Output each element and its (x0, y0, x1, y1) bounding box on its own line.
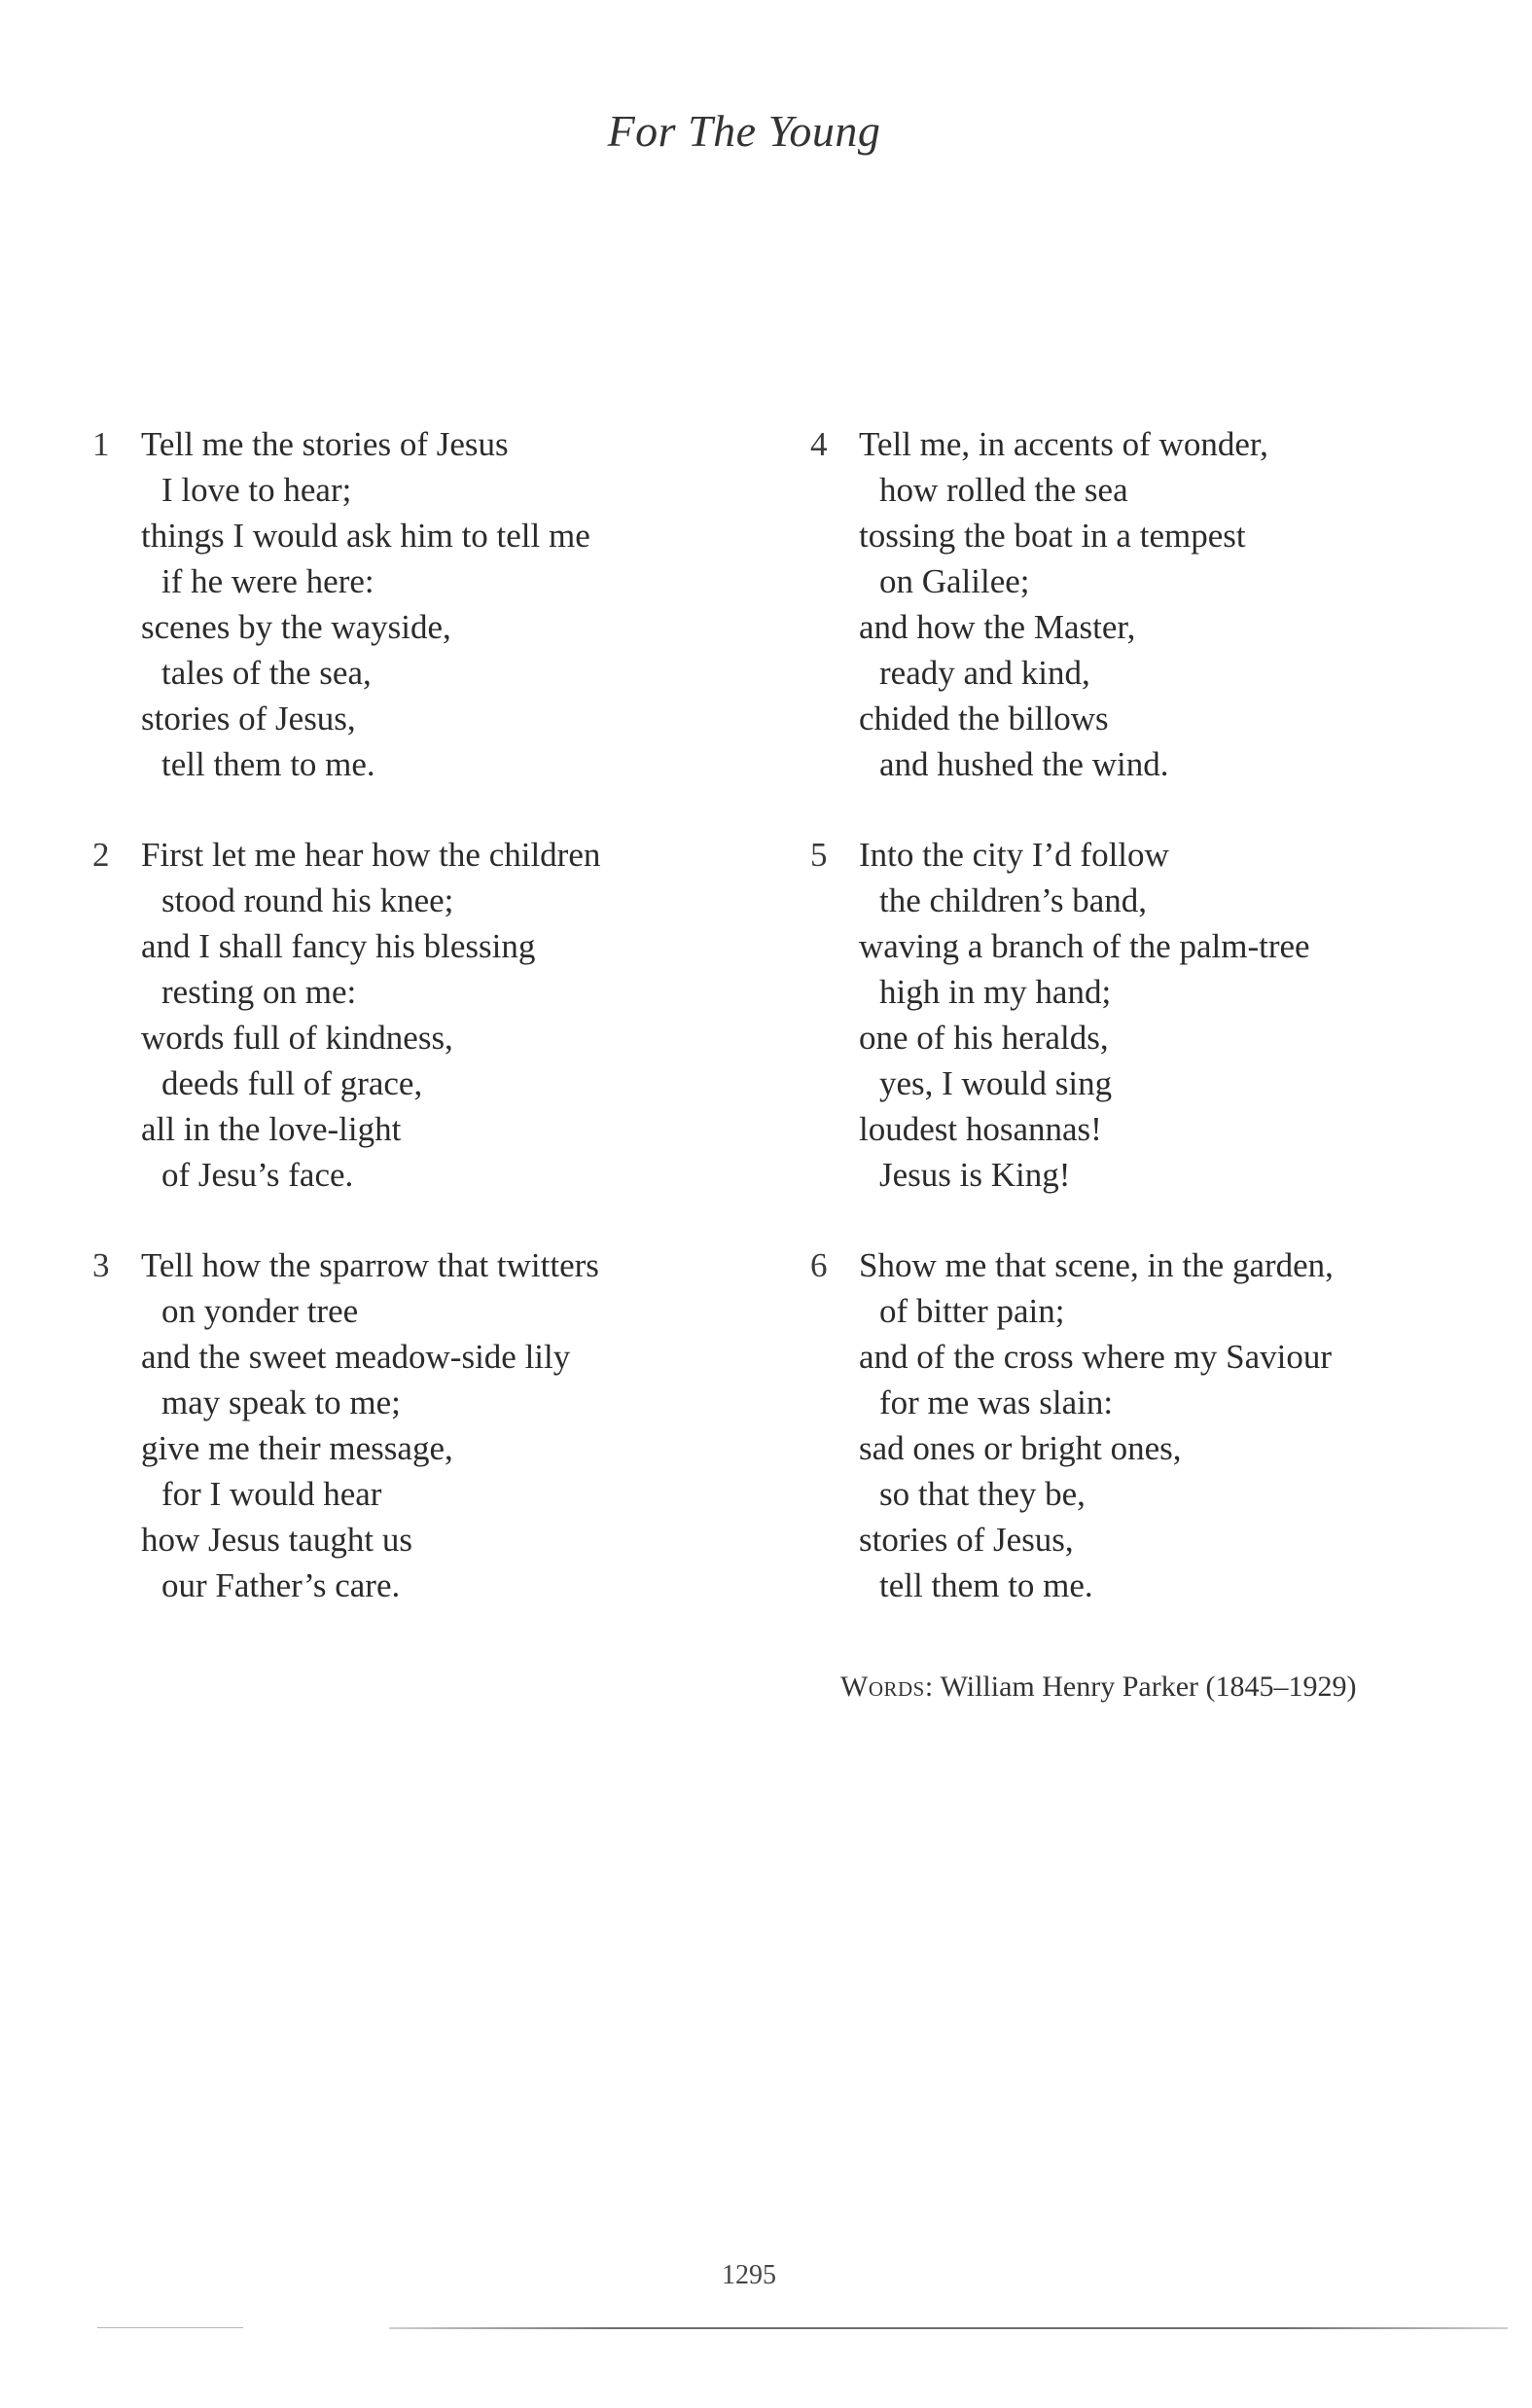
verse-line: and of the cross where my Saviour (859, 1338, 1332, 1376)
verse-line: ready and kind, (879, 654, 1090, 692)
verse-line: so that they be, (879, 1475, 1086, 1513)
verse-line: tell them to me. (879, 1566, 1093, 1604)
verse-line: and how the Master, (859, 608, 1136, 646)
page-number: 1295 (722, 2260, 776, 2290)
verse-line: deeds full of grace, (161, 1064, 423, 1102)
verse-line: on Galilee; (879, 562, 1030, 600)
verse-line: and hushed the wind. (879, 745, 1169, 783)
verse-4 (810, 421, 1413, 787)
verse-line: yes, I would sing (879, 1064, 1113, 1102)
credit-author: William Henry Parker (1845–1929) (933, 1671, 1357, 1703)
verse-line: on yonder tree (161, 1292, 359, 1330)
verse-1 (92, 421, 695, 787)
verse-3 (92, 1242, 695, 1608)
verse-line: tell them to me. (161, 745, 375, 783)
verse-line: our Father’s care. (161, 1566, 401, 1604)
verse-line: how rolled the sea (879, 471, 1128, 509)
verse-line: stood round his knee; (161, 881, 454, 919)
verse-line: stories of Jesus, (859, 1521, 1074, 1559)
left-column (92, 421, 695, 1653)
verse-line: how Jesus taught us (141, 1521, 413, 1559)
verse-line: Show me that scene, in the garden, (859, 1246, 1334, 1284)
verse-line: chided the billows (859, 700, 1109, 737)
verse-line: Jesus is King! (879, 1156, 1071, 1194)
verse-6 (810, 1242, 1413, 1608)
verse-line: scenes by the wayside, (141, 608, 451, 646)
verse-line: if he were here: (161, 562, 374, 600)
verse-line: for me was slain: (879, 1384, 1114, 1421)
verse-line: for I would hear (161, 1475, 382, 1513)
verse-line: Tell me the stories of Jesus (141, 425, 509, 463)
verse-line: loudest hosannas! (859, 1110, 1102, 1148)
verse-line: tales of the sea, (161, 654, 372, 692)
verse-line: Tell me, in accents of wonder, (859, 425, 1268, 463)
verse-line: I love to hear; (161, 471, 352, 509)
verse-number: 2 (92, 836, 110, 874)
verse-line: tossing the boat in a tempest (859, 517, 1246, 555)
credit-label: Words: (840, 1671, 934, 1703)
right-column (810, 421, 1413, 1653)
verse-line: and I shall fancy his blessing (141, 927, 536, 965)
verse-line: resting on me: (161, 973, 357, 1011)
verse-line: sad ones or bright ones, (859, 1429, 1182, 1467)
verse-line: things I would ask him to tell me (141, 517, 590, 555)
footer-rule-short (97, 2327, 243, 2328)
verse-line: First let me hear how the children (141, 836, 601, 874)
verse-number: 3 (92, 1246, 110, 1284)
verse-line: of Jesu’s face. (161, 1156, 354, 1194)
verse-line: of bitter pain; (879, 1292, 1065, 1330)
verse-line: words full of kindness, (141, 1019, 453, 1057)
verse-line: one of his heralds, (859, 1019, 1109, 1057)
verse-line: waving a branch of the palm-tree (859, 927, 1310, 965)
verse-number: 4 (810, 425, 828, 463)
verse-number: 1 (92, 425, 110, 463)
verse-line: may speak to me; (161, 1384, 401, 1421)
page-title: For The Young (607, 106, 881, 156)
verse-number: 5 (810, 836, 828, 874)
verse-line: give me their message, (141, 1429, 453, 1467)
footer-rule (389, 2327, 1508, 2329)
verse-2 (92, 832, 695, 1198)
verse-line: high in my hand; (879, 973, 1112, 1011)
verse-line: Tell how the sparrow that twitters (141, 1246, 599, 1284)
verse-line: stories of Jesus, (141, 700, 356, 737)
verse-number: 6 (810, 1246, 828, 1284)
words-credit (840, 1671, 1356, 1704)
verse-line: all in the love-light (141, 1110, 402, 1148)
verse-line: the children’s band, (879, 881, 1148, 919)
verse-line: and the sweet meadow-side lily (141, 1338, 571, 1376)
verse-5 (810, 832, 1413, 1198)
verse-line: Into the city I’d follow (859, 836, 1169, 874)
